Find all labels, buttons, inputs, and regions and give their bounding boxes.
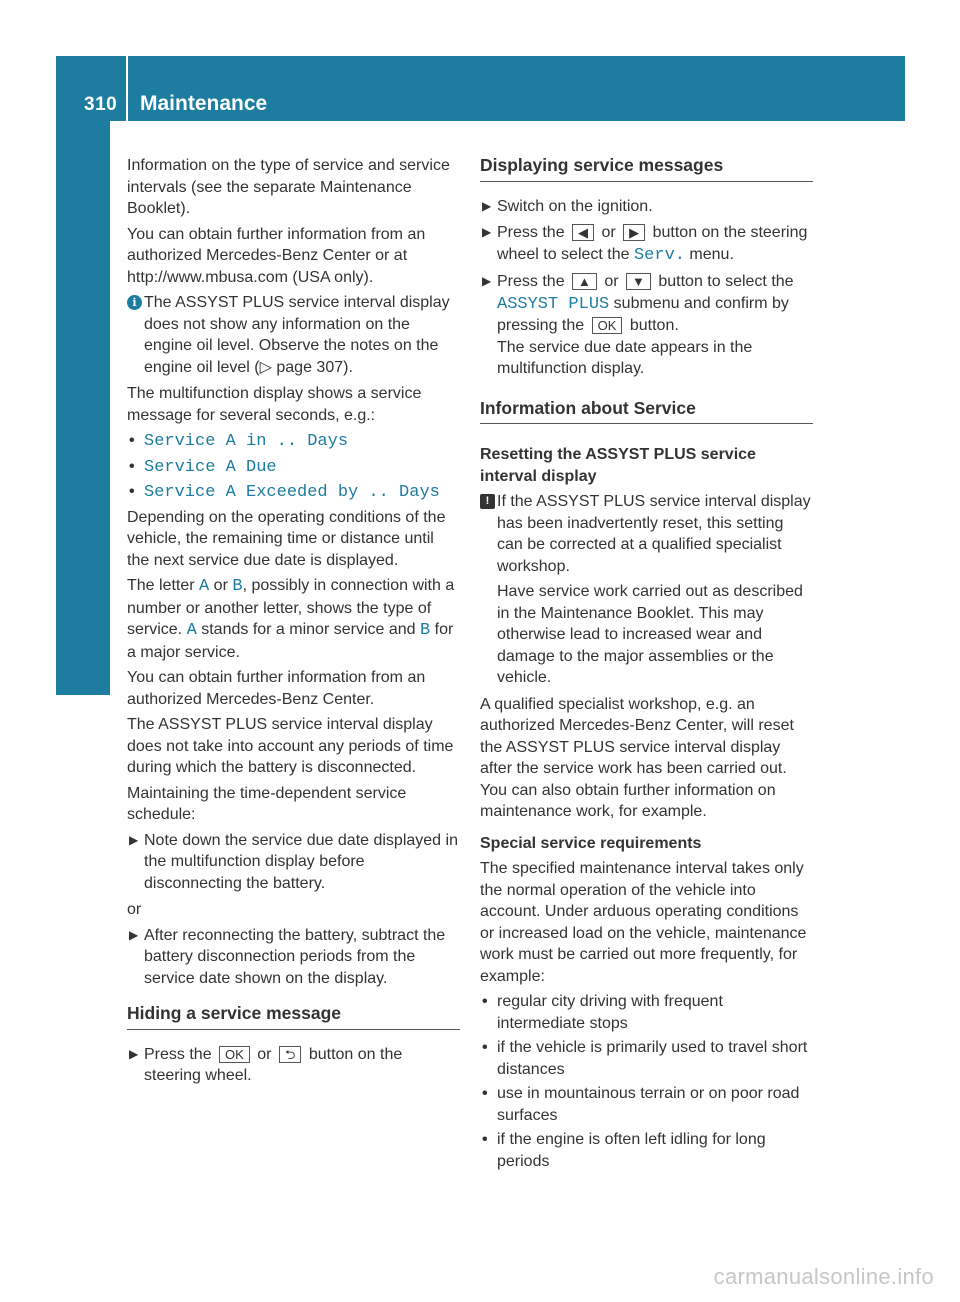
step	[480, 196, 813, 218]
text: Press the	[497, 224, 570, 241]
list-item	[127, 430, 460, 453]
page-header	[56, 56, 905, 121]
paragraph: Maintaining the time-dependent service schedule:	[127, 784, 407, 823]
list-item	[480, 1083, 813, 1126]
info-note	[127, 292, 460, 378]
paragraph: or	[127, 901, 142, 918]
list-item-text: if the vehicle is primarily used to travel short distances	[497, 1039, 808, 1078]
step-arrow-icon: ▶	[129, 832, 139, 847]
step-arrow-icon: ▶	[482, 225, 492, 239]
step	[480, 222, 813, 266]
letter-a: A	[199, 577, 210, 596]
text: or	[599, 273, 624, 290]
text: stands for a minor service and	[196, 621, 420, 638]
back-key-icon: ⮌	[279, 1046, 301, 1063]
text: submenu and confirm by pressing the	[497, 294, 789, 334]
text: button on the steering wheel to select the	[497, 224, 808, 263]
text: button on the steering wheel.	[144, 1045, 403, 1084]
paragraph: Information on the type of service and service intervals (see the separate Maintenance Booklet).	[127, 157, 450, 217]
paragraph	[127, 575, 460, 663]
chapter-title: Maintenance	[140, 92, 268, 115]
text: The letter	[127, 577, 200, 594]
text: or	[597, 224, 621, 241]
paragraph: A qualified specialist workshop, e.g. an authorized Mercedes-Benz Center, will reset the ASSYST PLUS service interval display after the service work has been carried out. You can also obtain further information on maintenance work, for example.	[480, 695, 794, 820]
text: or	[252, 1045, 276, 1063]
section-heading: Displaying service messages	[480, 155, 813, 182]
bullet-icon: •	[482, 993, 488, 1010]
watermark: carmanualsonline.info	[713, 1264, 934, 1289]
text: button.	[625, 317, 679, 334]
text: for a major service.	[127, 621, 454, 661]
display-message: Service A Exceeded by .. Days	[144, 483, 440, 502]
bullet-icon: •	[482, 1039, 488, 1056]
bullet-icon: •	[482, 1085, 488, 1102]
up-key-icon: ▲	[572, 273, 597, 290]
step-result: The service due date appears in the multifunction display.	[497, 338, 753, 377]
left-column	[127, 155, 460, 1092]
step-text: Switch on the ignition.	[497, 197, 653, 215]
bullet-icon: •	[482, 1131, 488, 1148]
section-heading: Information about Service	[480, 398, 813, 425]
note-text: If the ASSYST PLUS service interval display has been inadvertently reset, this setting can be corrected at a qualified specialist workshop.	[497, 493, 811, 575]
step	[127, 925, 460, 990]
text: , possibly in connection with a number or another letter, shows the type of service.	[127, 577, 455, 638]
paragraph: Depending on the operating conditions of the vehicle, the remaining time or distance until the next service due date is displayed.	[127, 508, 446, 569]
down-key-icon: ▼	[626, 273, 651, 290]
section-heading: Hiding a service message	[127, 1003, 460, 1030]
paragraph: The multifunction display shows a service message for several seconds, e.g.:	[127, 385, 422, 424]
warning-note	[480, 491, 813, 689]
display-message: Service A Due	[144, 457, 277, 477]
step-arrow-icon: ▶	[482, 198, 492, 213]
list-item	[480, 1129, 813, 1172]
side-tab	[56, 121, 137, 761]
step-text: After reconnecting the battery, subtract the battery disconnection periods from the service date shown on the display.	[144, 926, 446, 987]
letter-b: B	[232, 577, 243, 596]
text: menu.	[684, 245, 734, 263]
step	[127, 1044, 460, 1087]
right-column	[480, 155, 813, 1175]
text: Press the	[144, 1045, 217, 1063]
list-item	[480, 991, 813, 1034]
menu-name: Serv.	[633, 245, 685, 265]
step-arrow-icon: ▶	[482, 274, 492, 288]
info-icon: i	[127, 295, 142, 310]
step-arrow-icon: ▶	[129, 1046, 139, 1061]
step-text: Note down the service due date displayed in the multifunction display before disconnecting the battery.	[144, 831, 458, 892]
display-message: Service A in .. Days	[144, 432, 349, 451]
warning-icon: !	[480, 494, 495, 509]
list-item	[127, 481, 460, 504]
page-number: 310	[84, 94, 118, 115]
paragraph: The ASSYST PLUS service interval display does not take into account any periods of time during which the battery is disconnected.	[127, 716, 454, 776]
paragraph: You can obtain further information from an authorized Mercedes-Benz Center.	[127, 669, 426, 708]
bullet-icon: •	[129, 483, 135, 500]
side-tab-label: Maintenance and care	[112, 531, 137, 761]
bullet-icon: •	[129, 432, 135, 449]
step	[127, 830, 460, 895]
list-item	[127, 456, 460, 479]
letter-a: A	[186, 621, 197, 640]
subsection-heading: Special service requirements	[480, 834, 702, 852]
text: Press the	[497, 273, 570, 290]
subsection-heading: Resetting the ASSYST PLUS service interval display	[480, 446, 756, 485]
right-key-icon: ▶	[623, 224, 645, 241]
step-arrow-icon: ▶	[129, 927, 139, 942]
left-key-icon: ◀	[572, 224, 594, 241]
text: button to select the	[653, 273, 794, 290]
list-item-text: regular city driving with frequent intermediate stops	[497, 993, 723, 1032]
submenu-name: ASSYST PLUS	[497, 294, 610, 314]
list-item-text: use in mountainous terrain or on poor road surfaces	[497, 1085, 800, 1124]
header-divider	[126, 56, 128, 121]
note-text: Have service work carried out as described in the Maintenance Booklet. This may otherwise lead to increased wear and damage to the major assemblies or the vehicle.	[497, 583, 803, 686]
step	[480, 271, 813, 380]
note-text: The ASSYST PLUS service interval display does not show any information on the engine oil level. Observe the notes on the engine oil level (▷ page 307).	[144, 294, 450, 376]
list-item-text: if the engine is often left idling for long periods	[497, 1131, 766, 1170]
paragraph: You can obtain further information from an authorized Mercedes-Benz Center or at http://www.mbusa.com (USA only).	[127, 225, 426, 286]
letter-b: B	[420, 621, 431, 640]
text: or	[209, 577, 233, 594]
ok-key-icon: OK	[592, 317, 623, 334]
paragraph: The specified maintenance interval takes only the normal operation of the vehicle into account. Under arduous operating conditions or increased load on the vehicle, maintenance work must be carried out more frequently, for example:	[480, 860, 807, 985]
bullet-icon: •	[129, 457, 135, 475]
ok-key-icon: OK	[219, 1046, 250, 1063]
list-item	[480, 1037, 813, 1080]
